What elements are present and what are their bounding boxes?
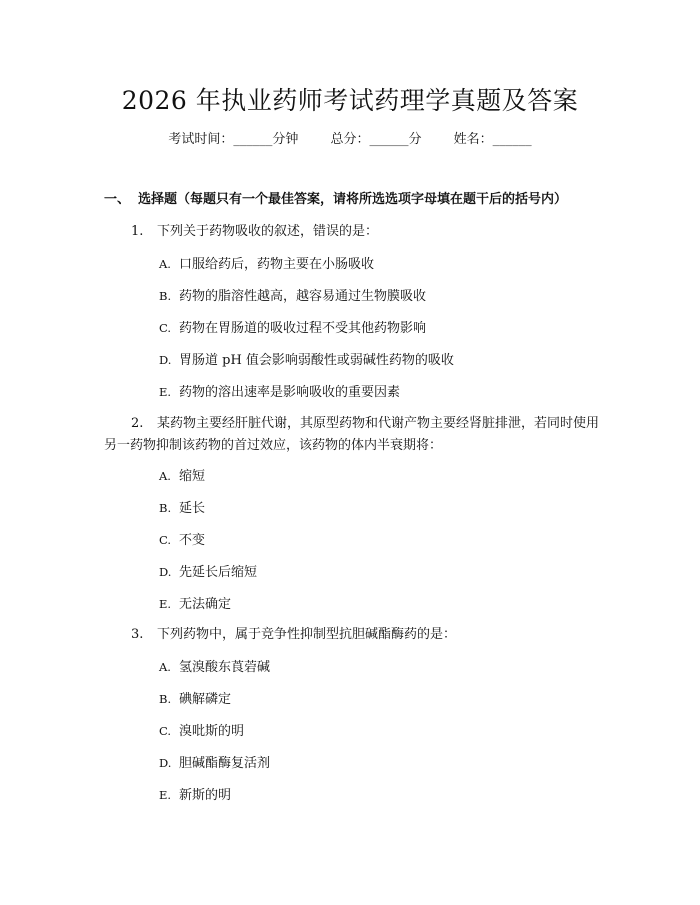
option-text: 药物在胃肠道的吸收过程不受其他药物影响 (179, 321, 427, 336)
option-text: 缩短 (179, 469, 206, 484)
option-letter: D. (159, 353, 172, 367)
option-letter: E. (159, 788, 172, 802)
question-3-option-e (159, 785, 231, 806)
option-letter: A. (159, 257, 171, 271)
option-letter: B. (159, 692, 172, 706)
option-text: 口服给药后，药物主要在小肠吸收 (179, 257, 375, 272)
question-2-option-d (159, 562, 257, 583)
question-3-option-a (159, 657, 270, 678)
question-2-option-e (159, 594, 231, 615)
option-text: 延长 (179, 501, 206, 516)
question-3-stem (131, 625, 591, 645)
option-letter: A. (159, 660, 171, 674)
option-letter: E. (159, 385, 172, 399)
section-heading (104, 190, 624, 210)
question-2-option-b (159, 498, 205, 519)
student-name-field: 姓名：______ (453, 132, 532, 147)
question-number: 1. (131, 224, 144, 239)
option-text: 溴吡斯的明 (179, 724, 245, 739)
question-2-option-a (159, 466, 205, 487)
question-2-option-c (159, 530, 205, 551)
option-text: 不变 (179, 533, 206, 548)
question-1-option-d (159, 350, 454, 371)
question-3-option-b (159, 689, 231, 710)
option-letter: B. (159, 501, 172, 515)
question-text: 某药物主要经肝脏代谢，其原型药物和代谢产物主要经肾脏排泄，若同时使用另一药物抑制该药物的首过效应，该药物的体内半衰期将： (104, 416, 600, 453)
option-text: 无法确定 (179, 597, 232, 612)
option-text: 药物的脂溶性越高，越容易通过生物膜吸收 (179, 289, 427, 304)
question-1-option-e (159, 382, 400, 403)
exam-info-line (0, 130, 700, 150)
option-letter: A. (159, 469, 171, 483)
option-text: 胃肠道 pH 值会影响弱酸性或弱碱性药物的吸收 (179, 353, 454, 368)
question-number: 3. (131, 627, 144, 642)
page-title: 2026 年执业药师考试药理学真题及答案 (121, 86, 579, 115)
option-letter: C. (159, 533, 172, 547)
option-text: 氢溴酸东莨菪碱 (179, 660, 271, 675)
option-text: 胆碱酯酶复活剂 (179, 756, 271, 771)
question-1-stem (131, 222, 591, 242)
question-1-option-a (159, 254, 374, 275)
total-score-field: 总分：______分 (330, 132, 422, 147)
option-text: 药物的溶出速率是影响吸收的重要因素 (179, 385, 401, 400)
question-text: 下列关于药物吸收的叙述，错误的是： (157, 224, 379, 239)
option-letter: D. (159, 756, 172, 770)
question-text: 下列药物中，属于竞争性抑制型抗胆碱酯酶药的是： (157, 627, 457, 642)
option-letter: D. (159, 565, 172, 579)
question-3-option-d (159, 753, 270, 774)
option-text: 先延长后缩短 (179, 565, 258, 580)
option-text: 碘解磷定 (179, 692, 232, 707)
exam-time-field: 考试时间：______分钟 (168, 132, 299, 147)
section-number: 一、 (104, 192, 131, 207)
option-letter: C. (159, 724, 172, 738)
question-3-option-c (159, 721, 244, 742)
option-text: 新斯的明 (179, 788, 232, 803)
question-1-option-c (159, 318, 426, 339)
section-title: 选择题（每题只有一个最佳答案，请将所选选项字母填在题干后的括号内） (138, 192, 568, 207)
question-1-option-b (159, 286, 426, 307)
option-letter: B. (159, 289, 172, 303)
option-letter: E. (159, 597, 172, 611)
option-letter: C. (159, 321, 172, 335)
question-2-stem (104, 413, 600, 457)
question-number: 2. (131, 416, 144, 431)
